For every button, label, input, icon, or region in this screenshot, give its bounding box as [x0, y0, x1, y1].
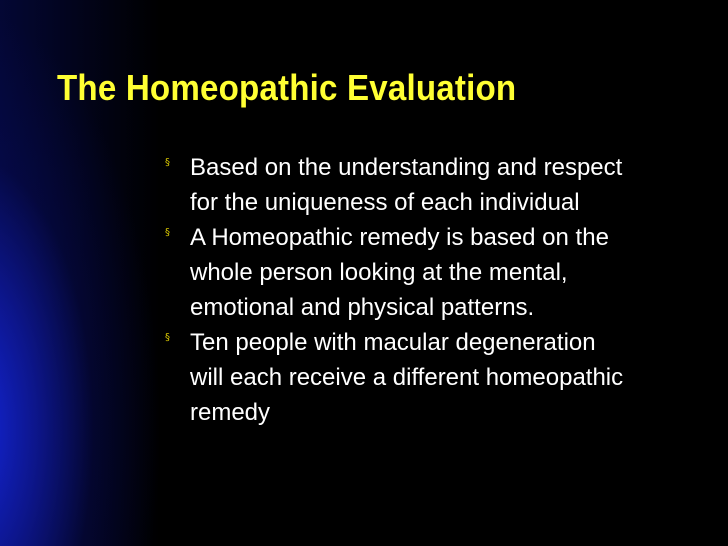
bullet-item	[160, 150, 630, 220]
bullet-list	[160, 150, 630, 430]
bullet-item	[160, 220, 630, 325]
bullet-text: Based on the understanding and respect for the uniqueness of each individual	[190, 154, 623, 216]
bullet-marker-icon: §	[165, 227, 170, 238]
bullet-item	[160, 325, 630, 430]
bullet-text: A Homeopathic remedy is based on the whole person looking at the mental, emotional and physical patterns.	[190, 224, 609, 321]
bullet-marker-icon: §	[165, 157, 170, 168]
bullet-marker-icon: §	[165, 332, 170, 343]
slide-title: The Homeopathic Evaluation	[57, 67, 517, 108]
bullet-text: Ten people with macular degeneration will each receive a different homeopathic remedy	[190, 329, 624, 426]
